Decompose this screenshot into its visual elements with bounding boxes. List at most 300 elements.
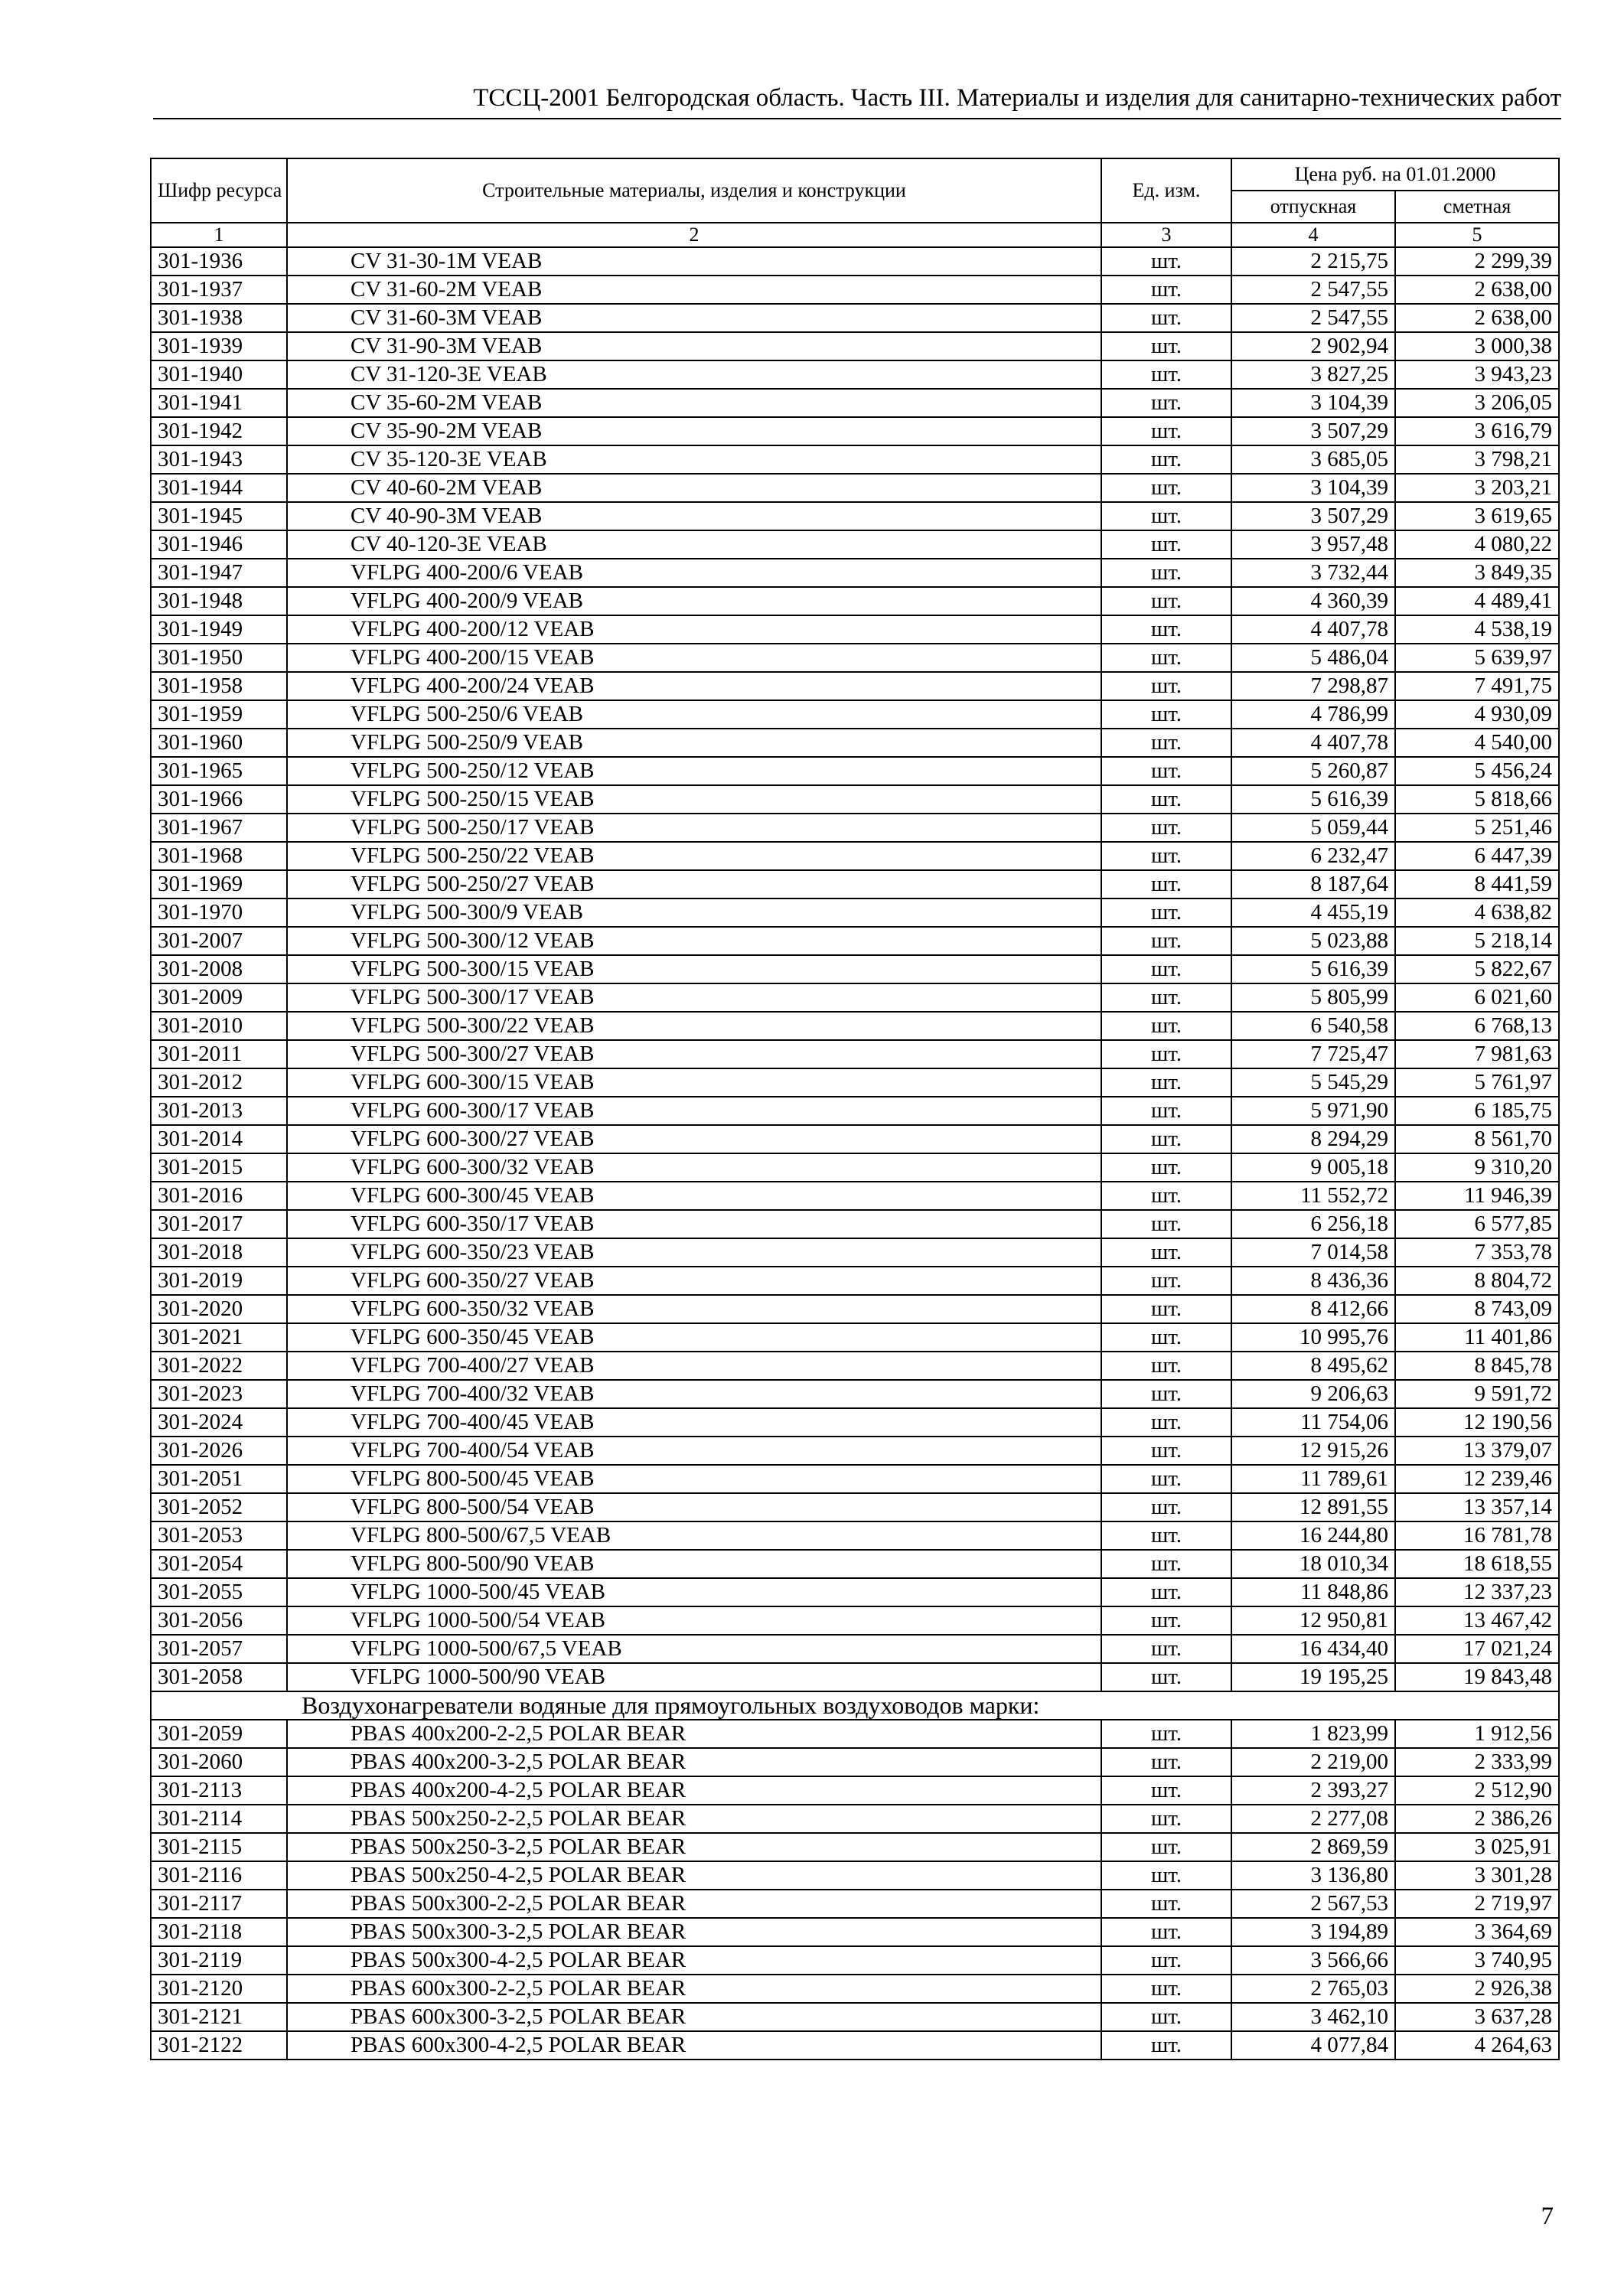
resource-code: 301-2026 bbox=[151, 1437, 287, 1465]
table-row bbox=[151, 1012, 1559, 1040]
resource-code: 301-2119 bbox=[151, 1946, 287, 1975]
unit-of-measure: шт. bbox=[1101, 1437, 1231, 1465]
estimate-price: 18 618,55 bbox=[1395, 1550, 1559, 1578]
table-row bbox=[151, 1663, 1559, 1691]
table-row bbox=[151, 955, 1559, 983]
material-name: VFLPG 700-400/54 VEAB bbox=[287, 1437, 1101, 1465]
material-name: PBAS 600x300-2-2,5 POLAR BEAR bbox=[287, 1975, 1101, 2003]
material-name: VFLPG 500-300/15 VEAB bbox=[287, 955, 1101, 983]
column-number: 2 bbox=[287, 223, 1101, 247]
estimate-price: 6 577,85 bbox=[1395, 1210, 1559, 1238]
estimate-price: 7 981,63 bbox=[1395, 1040, 1559, 1068]
release-price: 2 547,55 bbox=[1231, 276, 1395, 304]
unit-of-measure: шт. bbox=[1101, 1210, 1231, 1238]
column-header-release-price: отпускная bbox=[1231, 191, 1395, 223]
unit-of-measure: шт. bbox=[1101, 1946, 1231, 1975]
page-number: 7 bbox=[1541, 2203, 1554, 2230]
material-name: VFLPG 600-300/27 VEAB bbox=[287, 1125, 1101, 1153]
release-price: 10 995,76 bbox=[1231, 1323, 1395, 1352]
material-name: VFLPG 400-200/15 VEAB bbox=[287, 644, 1101, 672]
resource-code: 301-2016 bbox=[151, 1182, 287, 1210]
section-header bbox=[151, 1691, 1559, 1720]
unit-of-measure: шт. bbox=[1101, 1465, 1231, 1493]
release-price: 8 412,66 bbox=[1231, 1295, 1395, 1323]
table-row bbox=[151, 1040, 1559, 1068]
column-header-estimate-price: сметная bbox=[1395, 191, 1559, 223]
release-price: 6 540,58 bbox=[1231, 1012, 1395, 1040]
resource-code: 301-1947 bbox=[151, 559, 287, 587]
unit-of-measure: шт. bbox=[1101, 1861, 1231, 1890]
unit-of-measure: шт. bbox=[1101, 360, 1231, 389]
estimate-price: 3 000,38 bbox=[1395, 332, 1559, 360]
table-row bbox=[151, 842, 1559, 870]
release-price: 3 507,29 bbox=[1231, 417, 1395, 445]
table-row bbox=[151, 445, 1559, 474]
table-row bbox=[151, 1606, 1559, 1635]
estimate-price: 3 740,95 bbox=[1395, 1946, 1559, 1975]
resource-code: 301-1943 bbox=[151, 445, 287, 474]
release-price: 4 360,39 bbox=[1231, 587, 1395, 615]
unit-of-measure: шт. bbox=[1101, 247, 1231, 276]
table-row bbox=[151, 927, 1559, 955]
estimate-price: 3 025,91 bbox=[1395, 1833, 1559, 1861]
table-row bbox=[151, 785, 1559, 814]
material-name: PBAS 400x200-2-2,5 POLAR BEAR bbox=[287, 1720, 1101, 1748]
estimate-price: 4 540,00 bbox=[1395, 729, 1559, 757]
resource-code: 301-2013 bbox=[151, 1097, 287, 1125]
estimate-price: 5 818,66 bbox=[1395, 785, 1559, 814]
material-name: VFLPG 500-250/12 VEAB bbox=[287, 757, 1101, 785]
resource-code: 301-2019 bbox=[151, 1267, 287, 1295]
resource-code: 301-2023 bbox=[151, 1380, 287, 1408]
material-name: PBAS 400x200-4-2,5 POLAR BEAR bbox=[287, 1776, 1101, 1805]
release-price: 2 869,59 bbox=[1231, 1833, 1395, 1861]
estimate-price: 5 639,97 bbox=[1395, 644, 1559, 672]
resource-code: 301-1936 bbox=[151, 247, 287, 276]
column-number: 4 bbox=[1231, 223, 1395, 247]
release-price: 6 232,47 bbox=[1231, 842, 1395, 870]
release-price: 3 732,44 bbox=[1231, 559, 1395, 587]
estimate-price: 16 781,78 bbox=[1395, 1521, 1559, 1550]
release-price: 18 010,34 bbox=[1231, 1550, 1395, 1578]
estimate-price: 5 251,46 bbox=[1395, 814, 1559, 842]
estimate-price: 5 456,24 bbox=[1395, 757, 1559, 785]
table-row bbox=[151, 672, 1559, 700]
release-price: 16 434,40 bbox=[1231, 1635, 1395, 1663]
unit-of-measure: шт. bbox=[1101, 1238, 1231, 1267]
table-row bbox=[151, 1182, 1559, 1210]
release-price: 4 077,84 bbox=[1231, 2031, 1395, 2060]
resource-code: 301-2014 bbox=[151, 1125, 287, 1153]
release-price: 9 005,18 bbox=[1231, 1153, 1395, 1182]
unit-of-measure: шт. bbox=[1101, 1635, 1231, 1663]
unit-of-measure: шт. bbox=[1101, 1408, 1231, 1437]
estimate-price: 4 638,82 bbox=[1395, 899, 1559, 927]
estimate-price: 2 333,99 bbox=[1395, 1748, 1559, 1776]
unit-of-measure: шт. bbox=[1101, 1833, 1231, 1861]
estimate-price: 4 489,41 bbox=[1395, 587, 1559, 615]
table-head bbox=[151, 158, 1559, 247]
table-row bbox=[151, 1635, 1559, 1663]
material-name: VFLPG 500-250/15 VEAB bbox=[287, 785, 1101, 814]
material-name: VFLPG 800-500/67,5 VEAB bbox=[287, 1521, 1101, 1550]
material-name: CV 31-30-1M VEAB bbox=[287, 247, 1101, 276]
resource-code: 301-1970 bbox=[151, 899, 287, 927]
document-header: ТССЦ-2001 Белгородская область. Часть III. Материалы и изделия для санитарно-технических работ bbox=[473, 84, 1561, 112]
table-row bbox=[151, 729, 1559, 757]
table-row bbox=[151, 502, 1559, 530]
release-price: 5 805,99 bbox=[1231, 983, 1395, 1012]
release-price: 5 059,44 bbox=[1231, 814, 1395, 842]
table-row bbox=[151, 1861, 1559, 1890]
release-price: 2 567,53 bbox=[1231, 1890, 1395, 1918]
release-price: 3 685,05 bbox=[1231, 445, 1395, 474]
resource-code: 301-1946 bbox=[151, 530, 287, 559]
material-name: CV 31-90-3M VEAB bbox=[287, 332, 1101, 360]
unit-of-measure: шт. bbox=[1101, 445, 1231, 474]
unit-of-measure: шт. bbox=[1101, 1975, 1231, 2003]
material-name: VFLPG 500-300/27 VEAB bbox=[287, 1040, 1101, 1068]
material-name: CV 31-60-2M VEAB bbox=[287, 276, 1101, 304]
table-row bbox=[151, 474, 1559, 502]
table-row bbox=[151, 870, 1559, 899]
estimate-price: 3 798,21 bbox=[1395, 445, 1559, 474]
table-row bbox=[151, 360, 1559, 389]
resource-code: 301-1948 bbox=[151, 587, 287, 615]
resource-code: 301-2007 bbox=[151, 927, 287, 955]
table-row bbox=[151, 615, 1559, 644]
column-header-name: Строительные материалы, изделия и конструкции bbox=[287, 158, 1101, 223]
unit-of-measure: шт. bbox=[1101, 1323, 1231, 1352]
resource-code: 301-2122 bbox=[151, 2031, 287, 2060]
unit-of-measure: шт. bbox=[1101, 1040, 1231, 1068]
material-name: CV 35-90-2M VEAB bbox=[287, 417, 1101, 445]
resource-code: 301-2117 bbox=[151, 1890, 287, 1918]
unit-of-measure: шт. bbox=[1101, 1068, 1231, 1097]
estimate-price: 2 926,38 bbox=[1395, 1975, 1559, 2003]
resource-code: 301-2017 bbox=[151, 1210, 287, 1238]
material-name: VFLPG 600-350/45 VEAB bbox=[287, 1323, 1101, 1352]
unit-of-measure: шт. bbox=[1101, 502, 1231, 530]
release-price: 4 786,99 bbox=[1231, 700, 1395, 729]
table-row bbox=[151, 304, 1559, 332]
unit-of-measure: шт. bbox=[1101, 757, 1231, 785]
estimate-price: 3 203,21 bbox=[1395, 474, 1559, 502]
estimate-price: 12 337,23 bbox=[1395, 1578, 1559, 1606]
unit-of-measure: шт. bbox=[1101, 1890, 1231, 1918]
estimate-price: 2 638,00 bbox=[1395, 304, 1559, 332]
resource-code: 301-1965 bbox=[151, 757, 287, 785]
material-name: VFLPG 700-400/32 VEAB bbox=[287, 1380, 1101, 1408]
release-price: 5 486,04 bbox=[1231, 644, 1395, 672]
unit-of-measure: шт. bbox=[1101, 1521, 1231, 1550]
table-row bbox=[151, 1380, 1559, 1408]
release-price: 7 014,58 bbox=[1231, 1238, 1395, 1267]
table-row bbox=[151, 2003, 1559, 2031]
material-name: VFLPG 400-200/6 VEAB bbox=[287, 559, 1101, 587]
table-row bbox=[151, 983, 1559, 1012]
release-price: 2 215,75 bbox=[1231, 247, 1395, 276]
release-price: 4 455,19 bbox=[1231, 899, 1395, 927]
material-name: VFLPG 500-300/17 VEAB bbox=[287, 983, 1101, 1012]
material-name: CV 31-120-3E VEAB bbox=[287, 360, 1101, 389]
release-price: 7 298,87 bbox=[1231, 672, 1395, 700]
table-row bbox=[151, 1720, 1559, 1748]
unit-of-measure: шт. bbox=[1101, 1606, 1231, 1635]
section-title: Воздухонагреватели водяные для прямоугольных воздуховодов марки: bbox=[151, 1691, 1559, 1720]
table-row bbox=[151, 899, 1559, 927]
release-price: 11 848,86 bbox=[1231, 1578, 1395, 1606]
material-name: VFLPG 400-200/24 VEAB bbox=[287, 672, 1101, 700]
unit-of-measure: шт. bbox=[1101, 389, 1231, 417]
estimate-price: 2 512,90 bbox=[1395, 1776, 1559, 1805]
estimate-price: 11 946,39 bbox=[1395, 1182, 1559, 1210]
unit-of-measure: шт. bbox=[1101, 1720, 1231, 1748]
table-row bbox=[151, 1776, 1559, 1805]
material-name: VFLPG 600-300/45 VEAB bbox=[287, 1182, 1101, 1210]
release-price: 8 495,62 bbox=[1231, 1352, 1395, 1380]
material-name: PBAS 500x250-3-2,5 POLAR BEAR bbox=[287, 1833, 1101, 1861]
material-name: VFLPG 500-250/17 VEAB bbox=[287, 814, 1101, 842]
table-row bbox=[151, 1946, 1559, 1975]
resource-code: 301-1945 bbox=[151, 502, 287, 530]
release-price: 2 547,55 bbox=[1231, 304, 1395, 332]
table-row bbox=[151, 1975, 1559, 2003]
release-price: 3 566,66 bbox=[1231, 1946, 1395, 1975]
release-price: 1 823,99 bbox=[1231, 1720, 1395, 1748]
resource-code: 301-1959 bbox=[151, 700, 287, 729]
unit-of-measure: шт. bbox=[1101, 842, 1231, 870]
material-name: CV 40-90-3M VEAB bbox=[287, 502, 1101, 530]
release-price: 12 891,55 bbox=[1231, 1493, 1395, 1521]
unit-of-measure: шт. bbox=[1101, 1267, 1231, 1295]
material-name: VFLPG 400-200/9 VEAB bbox=[287, 587, 1101, 615]
material-name: CV 40-60-2M VEAB bbox=[287, 474, 1101, 502]
unit-of-measure: шт. bbox=[1101, 1918, 1231, 1946]
material-name: CV 31-60-3M VEAB bbox=[287, 304, 1101, 332]
resource-code: 301-2060 bbox=[151, 1748, 287, 1776]
unit-of-measure: шт. bbox=[1101, 1352, 1231, 1380]
material-name: VFLPG 1000-500/45 VEAB bbox=[287, 1578, 1101, 1606]
table-row bbox=[151, 1918, 1559, 1946]
estimate-price: 8 561,70 bbox=[1395, 1125, 1559, 1153]
table-body bbox=[151, 247, 1559, 1691]
estimate-price: 6 185,75 bbox=[1395, 1097, 1559, 1125]
material-name: PBAS 500x300-3-2,5 POLAR BEAR bbox=[287, 1918, 1101, 1946]
resource-code: 301-1969 bbox=[151, 870, 287, 899]
release-price: 16 244,80 bbox=[1231, 1521, 1395, 1550]
resource-code: 301-2121 bbox=[151, 2003, 287, 2031]
estimate-price: 9 591,72 bbox=[1395, 1380, 1559, 1408]
table-row bbox=[151, 417, 1559, 445]
release-price: 7 725,47 bbox=[1231, 1040, 1395, 1068]
material-name: VFLPG 500-300/22 VEAB bbox=[287, 1012, 1101, 1040]
material-name: PBAS 400x200-3-2,5 POLAR BEAR bbox=[287, 1748, 1101, 1776]
resource-code: 301-2116 bbox=[151, 1861, 287, 1890]
table-row bbox=[151, 1352, 1559, 1380]
estimate-price: 11 401,86 bbox=[1395, 1323, 1559, 1352]
material-name: PBAS 500x250-2-2,5 POLAR BEAR bbox=[287, 1805, 1101, 1833]
resource-code: 301-1940 bbox=[151, 360, 287, 389]
material-name: VFLPG 1000-500/90 VEAB bbox=[287, 1663, 1101, 1691]
estimate-price: 3 943,23 bbox=[1395, 360, 1559, 389]
release-price: 12 915,26 bbox=[1231, 1437, 1395, 1465]
release-price: 3 507,29 bbox=[1231, 502, 1395, 530]
material-name: VFLPG 600-350/32 VEAB bbox=[287, 1295, 1101, 1323]
estimate-price: 3 364,69 bbox=[1395, 1918, 1559, 1946]
table-row bbox=[151, 1550, 1559, 1578]
resource-code: 301-2021 bbox=[151, 1323, 287, 1352]
resource-code: 301-2057 bbox=[151, 1635, 287, 1663]
release-price: 3 462,10 bbox=[1231, 2003, 1395, 2031]
unit-of-measure: шт. bbox=[1101, 899, 1231, 927]
resource-code: 301-2012 bbox=[151, 1068, 287, 1097]
resource-code: 301-2022 bbox=[151, 1352, 287, 1380]
estimate-price: 5 822,67 bbox=[1395, 955, 1559, 983]
table-row bbox=[151, 1125, 1559, 1153]
table-row bbox=[151, 1493, 1559, 1521]
material-name: VFLPG 400-200/12 VEAB bbox=[287, 615, 1101, 644]
unit-of-measure: шт. bbox=[1101, 814, 1231, 842]
unit-of-measure: шт. bbox=[1101, 729, 1231, 757]
table-row bbox=[151, 276, 1559, 304]
resource-code: 301-1938 bbox=[151, 304, 287, 332]
column-header-unit: Ед. изм. bbox=[1101, 158, 1231, 223]
release-price: 6 256,18 bbox=[1231, 1210, 1395, 1238]
estimate-price: 4 538,19 bbox=[1395, 615, 1559, 644]
unit-of-measure: шт. bbox=[1101, 587, 1231, 615]
unit-of-measure: шт. bbox=[1101, 870, 1231, 899]
material-name: VFLPG 500-250/22 VEAB bbox=[287, 842, 1101, 870]
resource-code: 301-2009 bbox=[151, 983, 287, 1012]
estimate-price: 2 299,39 bbox=[1395, 247, 1559, 276]
unit-of-measure: шт. bbox=[1101, 927, 1231, 955]
resource-code: 301-1958 bbox=[151, 672, 287, 700]
estimate-price: 3 637,28 bbox=[1395, 2003, 1559, 2031]
table-row bbox=[151, 587, 1559, 615]
estimate-price: 6 768,13 bbox=[1395, 1012, 1559, 1040]
table-row bbox=[151, 1267, 1559, 1295]
estimate-price: 8 804,72 bbox=[1395, 1267, 1559, 1295]
unit-of-measure: шт. bbox=[1101, 530, 1231, 559]
estimate-price: 3 619,65 bbox=[1395, 502, 1559, 530]
release-price: 8 436,36 bbox=[1231, 1267, 1395, 1295]
material-name: PBAS 600x300-4-2,5 POLAR BEAR bbox=[287, 2031, 1101, 2060]
column-number: 5 bbox=[1395, 223, 1559, 247]
unit-of-measure: шт. bbox=[1101, 1295, 1231, 1323]
release-price: 2 277,08 bbox=[1231, 1805, 1395, 1833]
release-price: 3 194,89 bbox=[1231, 1918, 1395, 1946]
unit-of-measure: шт. bbox=[1101, 2003, 1231, 2031]
estimate-price: 12 190,56 bbox=[1395, 1408, 1559, 1437]
unit-of-measure: шт. bbox=[1101, 700, 1231, 729]
resource-code: 301-2024 bbox=[151, 1408, 287, 1437]
table-row bbox=[151, 1890, 1559, 1918]
table-row bbox=[151, 1578, 1559, 1606]
unit-of-measure: шт. bbox=[1101, 276, 1231, 304]
unit-of-measure: шт. bbox=[1101, 644, 1231, 672]
column-header-price-group: Цена руб. на 01.01.2000 bbox=[1231, 158, 1559, 191]
resource-code: 301-1941 bbox=[151, 389, 287, 417]
release-price: 3 136,80 bbox=[1231, 1861, 1395, 1890]
release-price: 8 294,29 bbox=[1231, 1125, 1395, 1153]
table-row bbox=[151, 1238, 1559, 1267]
unit-of-measure: шт. bbox=[1101, 1012, 1231, 1040]
material-name: VFLPG 700-400/27 VEAB bbox=[287, 1352, 1101, 1380]
resource-code: 301-1950 bbox=[151, 644, 287, 672]
material-name: VFLPG 500-250/6 VEAB bbox=[287, 700, 1101, 729]
table-row bbox=[151, 814, 1559, 842]
unit-of-measure: шт. bbox=[1101, 1748, 1231, 1776]
material-name: CV 40-120-3E VEAB bbox=[287, 530, 1101, 559]
resource-code: 301-2058 bbox=[151, 1663, 287, 1691]
table-row bbox=[151, 700, 1559, 729]
release-price: 3 104,39 bbox=[1231, 474, 1395, 502]
unit-of-measure: шт. bbox=[1101, 785, 1231, 814]
resource-code: 301-1939 bbox=[151, 332, 287, 360]
estimate-price: 2 719,97 bbox=[1395, 1890, 1559, 1918]
unit-of-measure: шт. bbox=[1101, 1380, 1231, 1408]
release-price: 5 545,29 bbox=[1231, 1068, 1395, 1097]
unit-of-measure: шт. bbox=[1101, 1550, 1231, 1578]
resource-code: 301-2051 bbox=[151, 1465, 287, 1493]
resource-code: 301-2010 bbox=[151, 1012, 287, 1040]
estimate-price: 2 386,26 bbox=[1395, 1805, 1559, 1833]
estimate-price: 3 849,35 bbox=[1395, 559, 1559, 587]
resource-code: 301-2011 bbox=[151, 1040, 287, 1068]
table-row bbox=[151, 1068, 1559, 1097]
release-price: 3 957,48 bbox=[1231, 530, 1395, 559]
table-row bbox=[151, 1153, 1559, 1182]
material-name: VFLPG 800-500/54 VEAB bbox=[287, 1493, 1101, 1521]
resource-code: 301-2015 bbox=[151, 1153, 287, 1182]
material-name: VFLPG 500-250/27 VEAB bbox=[287, 870, 1101, 899]
estimate-price: 4 930,09 bbox=[1395, 700, 1559, 729]
material-name: VFLPG 1000-500/67,5 VEAB bbox=[287, 1635, 1101, 1663]
material-name: CV 35-60-2M VEAB bbox=[287, 389, 1101, 417]
unit-of-measure: шт. bbox=[1101, 417, 1231, 445]
resource-code: 301-2059 bbox=[151, 1720, 287, 1748]
table-row bbox=[151, 559, 1559, 587]
estimate-price: 8 743,09 bbox=[1395, 1295, 1559, 1323]
unit-of-measure: шт. bbox=[1101, 983, 1231, 1012]
material-name: PBAS 500x250-4-2,5 POLAR BEAR bbox=[287, 1861, 1101, 1890]
release-price: 12 950,81 bbox=[1231, 1606, 1395, 1635]
release-price: 4 407,78 bbox=[1231, 615, 1395, 644]
resource-code: 301-2114 bbox=[151, 1805, 287, 1833]
estimate-price: 17 021,24 bbox=[1395, 1635, 1559, 1663]
estimate-price: 5 761,97 bbox=[1395, 1068, 1559, 1097]
unit-of-measure: шт. bbox=[1101, 955, 1231, 983]
table-body-heaters bbox=[151, 1720, 1559, 2060]
estimate-price: 13 379,07 bbox=[1395, 1437, 1559, 1465]
resource-code: 301-2053 bbox=[151, 1521, 287, 1550]
resource-code: 301-2118 bbox=[151, 1918, 287, 1946]
material-name: VFLPG 800-500/90 VEAB bbox=[287, 1550, 1101, 1578]
table-row bbox=[151, 1210, 1559, 1238]
unit-of-measure: шт. bbox=[1101, 1776, 1231, 1805]
estimate-price: 13 467,42 bbox=[1395, 1606, 1559, 1635]
table-row bbox=[151, 1833, 1559, 1861]
release-price: 3 104,39 bbox=[1231, 389, 1395, 417]
unit-of-measure: шт. bbox=[1101, 2031, 1231, 2060]
unit-of-measure: шт. bbox=[1101, 615, 1231, 644]
estimate-price: 2 638,00 bbox=[1395, 276, 1559, 304]
release-price: 11 754,06 bbox=[1231, 1408, 1395, 1437]
release-price: 4 407,78 bbox=[1231, 729, 1395, 757]
estimate-price: 1 912,56 bbox=[1395, 1720, 1559, 1748]
resource-code: 301-1968 bbox=[151, 842, 287, 870]
